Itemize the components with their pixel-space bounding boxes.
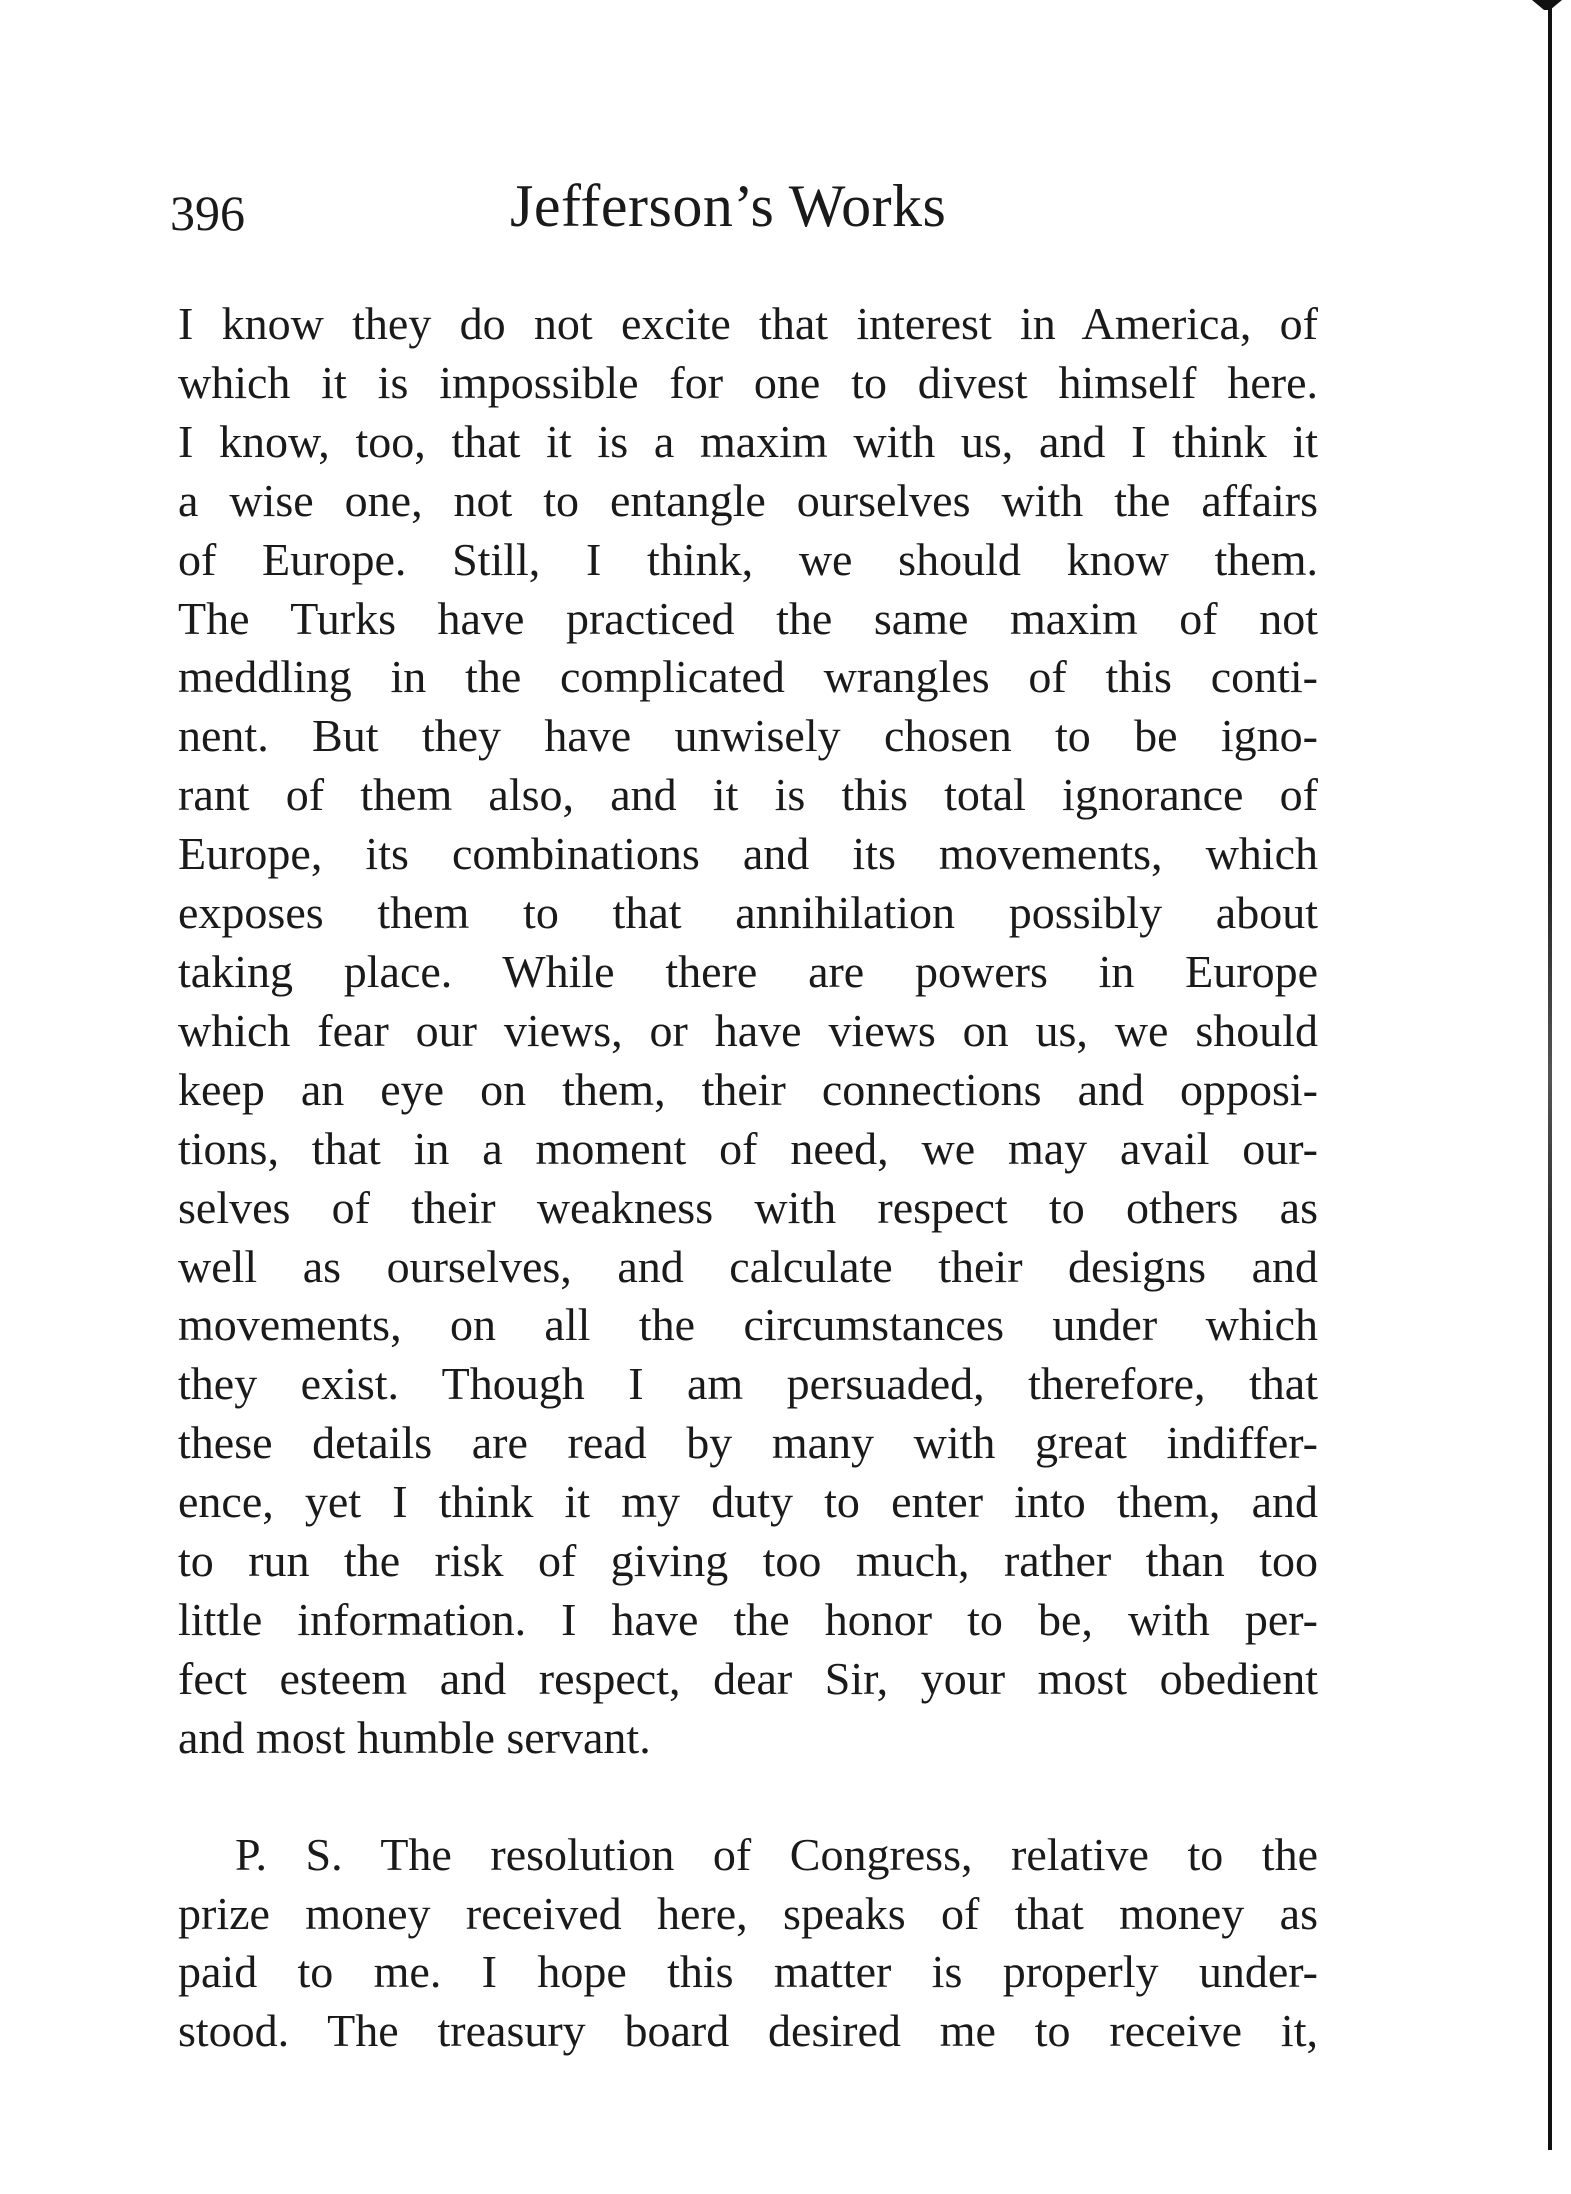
- body-text: [178, 295, 1318, 2061]
- text-line: which it is impossible for one to divest himself here.: [178, 356, 1318, 408]
- text-line: I know they do not excite that interest in America, of: [178, 298, 1318, 349]
- text-line: fect esteem and respect, dear Sir, your most obedient: [178, 1652, 1318, 1704]
- text-line: and most humble servant.: [178, 1711, 651, 1763]
- text-line: to run the risk of giving too much, rather than too: [178, 1535, 1318, 1587]
- text-line: exposes them to that annihilation possibly about: [178, 887, 1318, 939]
- text-line: keep an eye on them, their connections and opposi-: [178, 1063, 1318, 1115]
- text-line: well as ourselves, and calculate their designs and: [178, 1240, 1318, 1292]
- running-title: Jefferson’s Works: [510, 173, 947, 239]
- text-line: The Turks have practiced the same maxim of not: [178, 592, 1318, 644]
- letter-paragraph: [178, 295, 1318, 1768]
- binding-edge-cap: [1532, 0, 1562, 10]
- text-line: taking place. While there are powers in Europe: [178, 945, 1318, 997]
- text-line: paid to me. I hope this matter is properly under-: [178, 1946, 1318, 1998]
- text-line: stood. The treasury board desired me to receive it,: [178, 2005, 1318, 2057]
- text-line: of Europe. Still, I think, we should know them.: [178, 533, 1318, 585]
- text-line: which fear our views, or have views on us, we should: [178, 1004, 1318, 1056]
- text-line: these details are read by many with great indiffer-: [178, 1417, 1318, 1469]
- text-line: ence, yet I think it my duty to enter into them, and: [178, 1476, 1318, 1528]
- binding-edge: [1548, 0, 1552, 2150]
- text-line: I know, too, that it is a maxim with us, and I think it: [178, 415, 1318, 467]
- text-line: Europe, its combinations and its movements, which: [178, 828, 1318, 880]
- text-line: nent. But they have unwisely chosen to be igno-: [178, 710, 1318, 762]
- text-line: meddling in the complicated wrangles of this conti-: [178, 651, 1318, 703]
- running-head: [170, 173, 1320, 250]
- text-line: rant of them also, and it is this total ignorance of: [178, 769, 1318, 821]
- text-line: little information. I have the honor to be, with per-: [178, 1593, 1318, 1645]
- text-line: P. S. The resolution of Congress, relative to the: [235, 1828, 1318, 1880]
- text-line: they exist. Though I am persuaded, therefore, that: [178, 1358, 1318, 1410]
- text-line: tions, that in a moment of need, we may avail our-: [178, 1122, 1318, 1174]
- text-line: prize money received here, speaks of that money as: [178, 1887, 1318, 1939]
- text-line: a wise one, not to entangle ourselves with the affairs: [178, 474, 1318, 526]
- text-line: selves of their weakness with respect to others as: [178, 1181, 1318, 1233]
- page-number: 396: [170, 185, 245, 241]
- postscript-paragraph: [178, 1826, 1318, 2062]
- text-line: movements, on all the circumstances under which: [178, 1299, 1318, 1351]
